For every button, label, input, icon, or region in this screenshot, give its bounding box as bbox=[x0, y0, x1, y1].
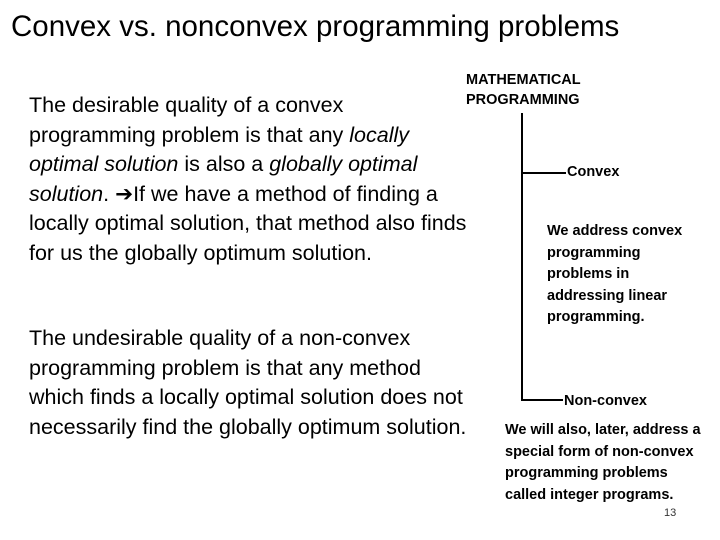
tree-trunk-line bbox=[521, 113, 523, 401]
emphasis-globally-optimal: globally optimal solution bbox=[29, 152, 418, 206]
tree-branch-line-convex bbox=[521, 172, 566, 174]
paragraph-text: The desirable quality of a convex programming problem is that any bbox=[29, 93, 350, 147]
tree-branch-nonconvex: Non-convex bbox=[564, 393, 647, 409]
note-nonconvex: We will also, later, address a special form of non-convex programming problems called integer programs. bbox=[505, 422, 701, 503]
slide-title: Convex vs. nonconvex programming problems bbox=[11, 10, 620, 43]
paragraph-nonconvex-quality: The undesirable quality of a non-convex programming problem is that any method which finds a locally optimal solution does not necessarily find the globally optimum solution. bbox=[29, 326, 467, 439]
paragraph-text: is also a bbox=[178, 152, 270, 176]
page-number: 13 bbox=[664, 507, 677, 519]
paragraph-text: If we have a method of finding a locally optimal solution, that method also finds for us the globally optimum solution. bbox=[29, 181, 467, 265]
paragraph-text: . bbox=[103, 181, 116, 206]
note-convex: We address convex programming problems in addressing linear programming. bbox=[547, 223, 683, 325]
tree-root-label: MATHEMATICAL PROGRAMMING bbox=[466, 72, 581, 108]
emphasis-locally-optimal: locally optimal solution bbox=[29, 122, 410, 176]
arrow-right-icon: ➔ bbox=[115, 181, 134, 206]
paragraph-convex-quality bbox=[29, 91, 469, 268]
tree-branch-line-nonconvex bbox=[521, 399, 563, 401]
tree-branch-convex: Convex bbox=[567, 164, 620, 180]
